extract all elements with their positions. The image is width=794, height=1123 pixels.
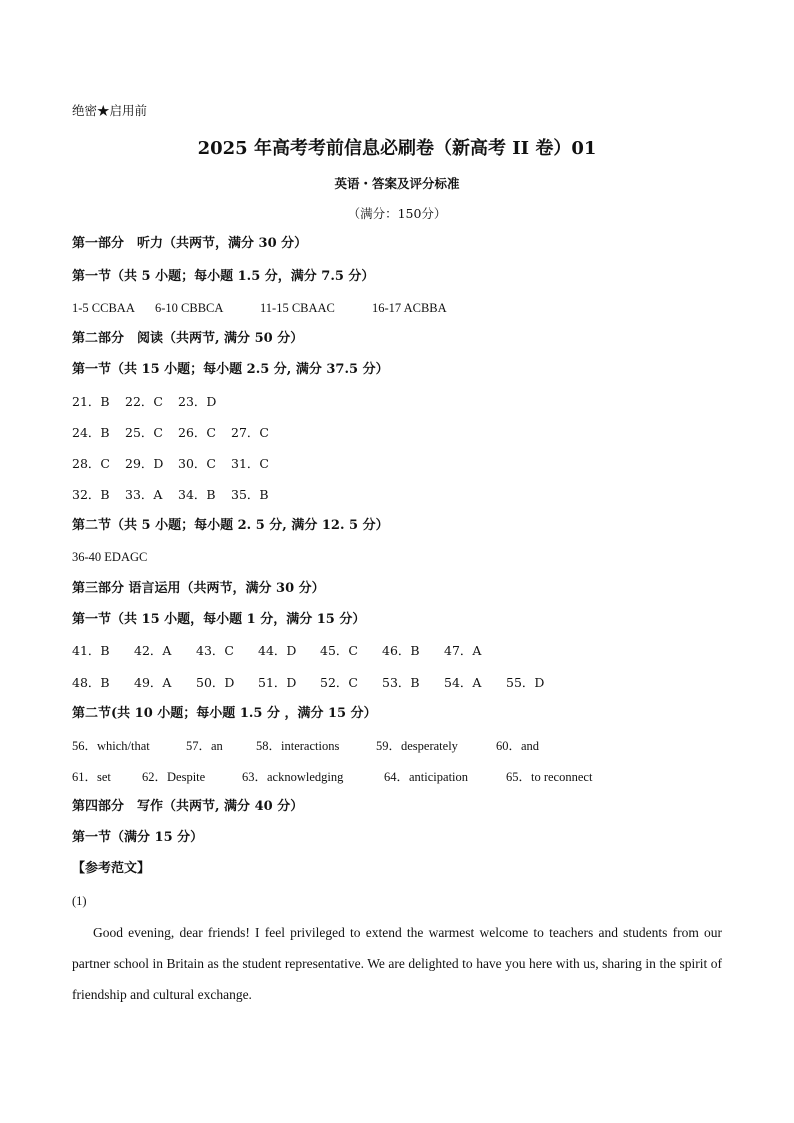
answer-item: 43．C: [196, 643, 234, 658]
full-score: （满分：150分）: [347, 206, 447, 221]
confidential-label: 绝密★启用前: [72, 103, 148, 118]
part3-section1-heading: 第一节（共 15 小题，每小题 1 分，满分 15 分）: [72, 612, 366, 627]
answer-item: 27．C: [231, 425, 269, 440]
answer-item: 58．interactions: [256, 739, 340, 753]
answer-item: 32．B: [72, 487, 110, 502]
answer-item: 24．B: [72, 425, 110, 440]
answer-item: 57．an: [186, 739, 223, 753]
answer-item: 22．C: [125, 394, 163, 409]
answer-item: 50．D: [196, 675, 235, 690]
answer-item: 30．C: [178, 456, 216, 471]
answer-group: 6-10 CBBCA: [155, 301, 224, 315]
grammar-fill-row: [72, 738, 539, 754]
answer-item: 47．A: [444, 643, 482, 658]
listening-answers: [72, 300, 447, 316]
page-subtitle: 英语・答案及评分标准: [334, 176, 460, 191]
answer-item: 54．A: [444, 675, 482, 690]
reading-answers-row: [72, 456, 284, 472]
answer-group: 16-17 ACBBA: [372, 301, 447, 315]
answer-group: 1-5 CCBAA: [72, 301, 135, 315]
answer-item: 52．C: [320, 675, 358, 690]
cloze-answers-row: [72, 675, 568, 691]
answer-item: 26．C: [178, 425, 216, 440]
answer-item: 64．anticipation: [384, 770, 469, 784]
answer-item: 63．acknowledging: [242, 770, 344, 784]
answer-group: 11-15 CBAAC: [260, 301, 335, 315]
answer-item: 31．C: [231, 456, 269, 471]
answer-item: 42．A: [134, 643, 172, 658]
answer-item: 49．A: [134, 675, 172, 690]
answer-item: 60．and: [496, 739, 540, 753]
cloze-answers-row: [72, 643, 506, 659]
part4-section1-heading: 第一节（满分 15 分）: [72, 830, 204, 845]
answer-item: 41．B: [72, 643, 110, 658]
answer-item: 48．B: [72, 675, 110, 690]
answer-item: 56．which/that: [72, 739, 150, 753]
answer-item: 65．to reconnect: [506, 770, 593, 784]
answer-item: 61．set: [72, 770, 111, 784]
answer-item: 33．A: [125, 487, 163, 502]
answer-item: 44．D: [258, 643, 297, 658]
answer-item: 46．B: [382, 643, 420, 658]
item-number: (1): [72, 894, 87, 908]
reading-answers-row: [72, 425, 284, 441]
answer-item: 55．D: [506, 675, 545, 690]
part2-section1-heading: 第一节（共 15 小题；每小题 2.5 分, 满分 37.5 分）: [72, 362, 389, 377]
part4-heading: 第四部分 写作（共两节, 满分 40 分）: [72, 799, 304, 814]
answer-item: 21．B: [72, 394, 110, 409]
part3-heading: 第三部分 语言运用（共两节，满分 30 分）: [72, 581, 325, 596]
part1-section1-heading: 第一节（共 5 小题；每小题 1.5 分，满分 7.5 分）: [72, 269, 375, 284]
answer-item: 45．C: [320, 643, 358, 658]
answer-item: 35．B: [231, 487, 269, 502]
seven-choose-five-answer: 36-40 EDAGC: [72, 550, 148, 564]
part2-heading: 第二部分 阅读（共两节, 满分 50 分）: [72, 331, 304, 346]
reading-answers-row: [72, 487, 284, 503]
part1-heading: 第一部分 听力（共两节，满分 30 分）: [72, 236, 308, 251]
answer-item: 34．B: [178, 487, 216, 502]
answer-item: 23．D: [178, 394, 217, 409]
sample-essay-paragraph: Good evening, dear friends! I feel privileged to extend the warmest welcome to teachers and students from our partner school in Britain as the student representative. We are delighted to have you here with us, sharing in the spirit of friendship and cultural exchange.: [72, 925, 722, 1002]
answer-item: 59．desperately: [376, 739, 458, 753]
answer-item: 53．B: [382, 675, 420, 690]
grammar-fill-row: [72, 769, 592, 785]
answer-item: 29．D: [125, 456, 164, 471]
answer-item: 28．C: [72, 456, 110, 471]
page-title: 2025 年高考考前信息必刷卷（新高考 II 卷）01: [197, 138, 597, 159]
sample-essay-label: 【参考范文】: [72, 861, 151, 876]
reading-answers-row: [72, 394, 231, 410]
answer-item: 51．D: [258, 675, 297, 690]
answer-item: 25．C: [125, 425, 163, 440]
part3-section2-heading: 第二节(共 10 小题；每小题 1.5 分 ，满分 15 分）: [72, 706, 377, 721]
answer-item: 62．Despite: [142, 770, 206, 784]
part2-section2-heading: 第二节（共 5 小题；每小题 2. 5 分, 满分 12. 5 分）: [72, 518, 389, 533]
